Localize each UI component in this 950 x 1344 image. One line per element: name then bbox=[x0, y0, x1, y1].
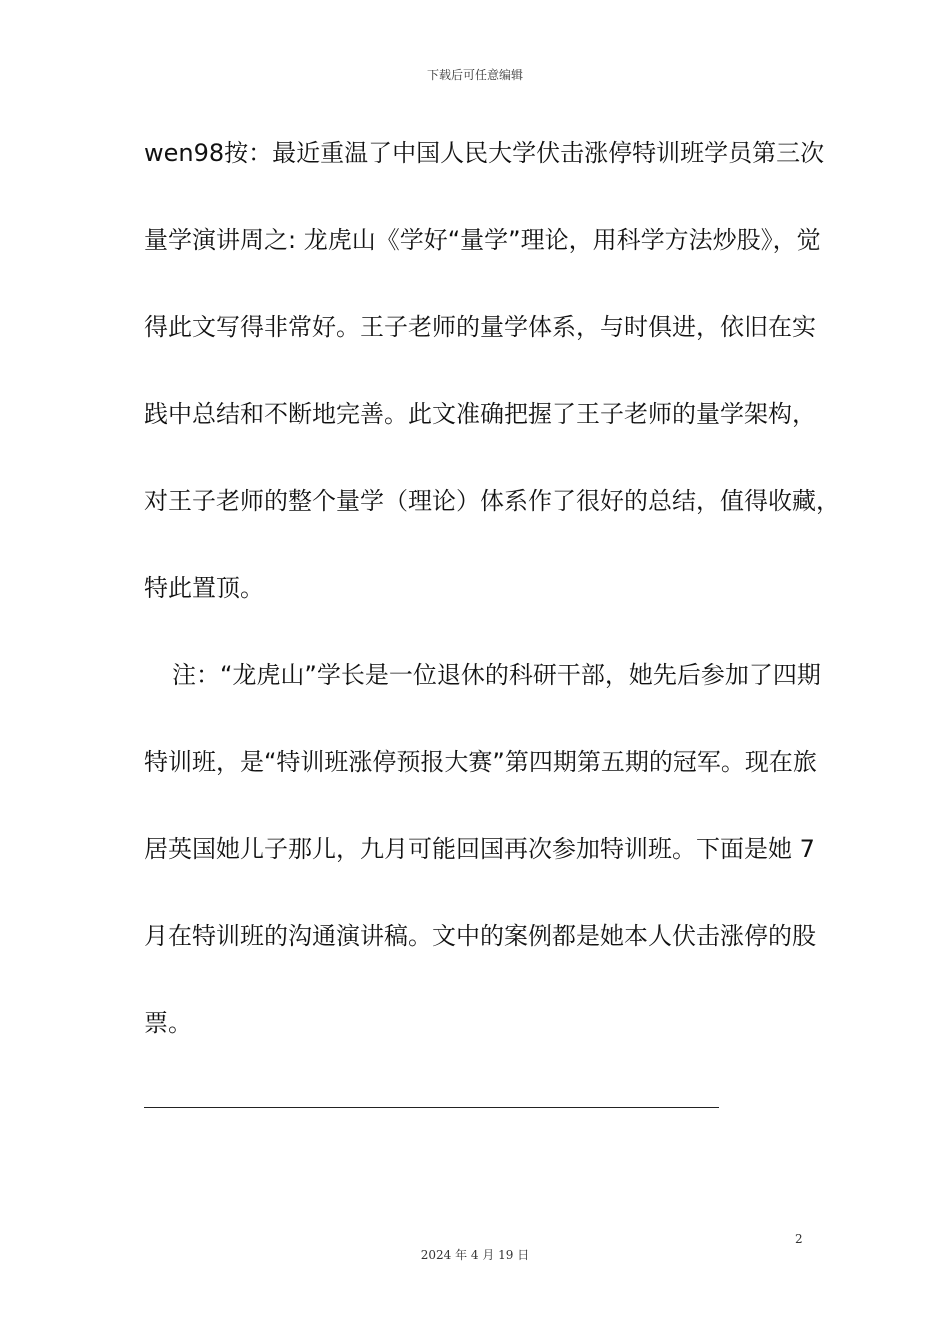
paragraph-line: 月在特训班的沟通演讲稿。文中的案例都是她本人伏击涨停的股 bbox=[144, 922, 816, 950]
page-header: 下载后可任意编辑 bbox=[426, 68, 523, 82]
paragraph-line: 得此文写得非常好。王子老师的量学体系，与时俱进，依旧在实 bbox=[144, 313, 816, 341]
paragraph-line: 践中总结和不断地完善。此文准确把握了王子老师的量学架构， bbox=[144, 400, 816, 428]
paragraph-line: 居英国她儿子那儿，九月可能回国再次参加特训班。下面是她 7 bbox=[144, 835, 815, 863]
paragraph-line: 量学演讲周之: 龙虎山《学好“量学”理论，用科学方法炒股》，觉 bbox=[144, 226, 821, 254]
paragraph-line: wen98按：最近重温了中国人民大学伏击涨停特训班学员第三次 bbox=[144, 139, 825, 167]
paragraph-line: 特训班，是“特训班涨停预报大赛”第四期第五期的冠军。现在旅 bbox=[144, 748, 817, 776]
paragraph-line: 对王子老师的整个量学（理论）体系作了很好的总结，值得收藏， bbox=[144, 487, 840, 515]
page-number: 2 bbox=[795, 1232, 803, 1246]
paragraph-line: 票。 bbox=[144, 1009, 192, 1037]
paragraph-line: 特此置顶。 bbox=[144, 574, 264, 602]
paragraph-line: 注：“龙虎山”学长是一位退休的科研干部，她先后参加了四期 bbox=[172, 661, 821, 689]
horizontal-divider bbox=[144, 1107, 719, 1108]
footer-date: 2024 年 4 月 19 日 bbox=[420, 1248, 530, 1262]
